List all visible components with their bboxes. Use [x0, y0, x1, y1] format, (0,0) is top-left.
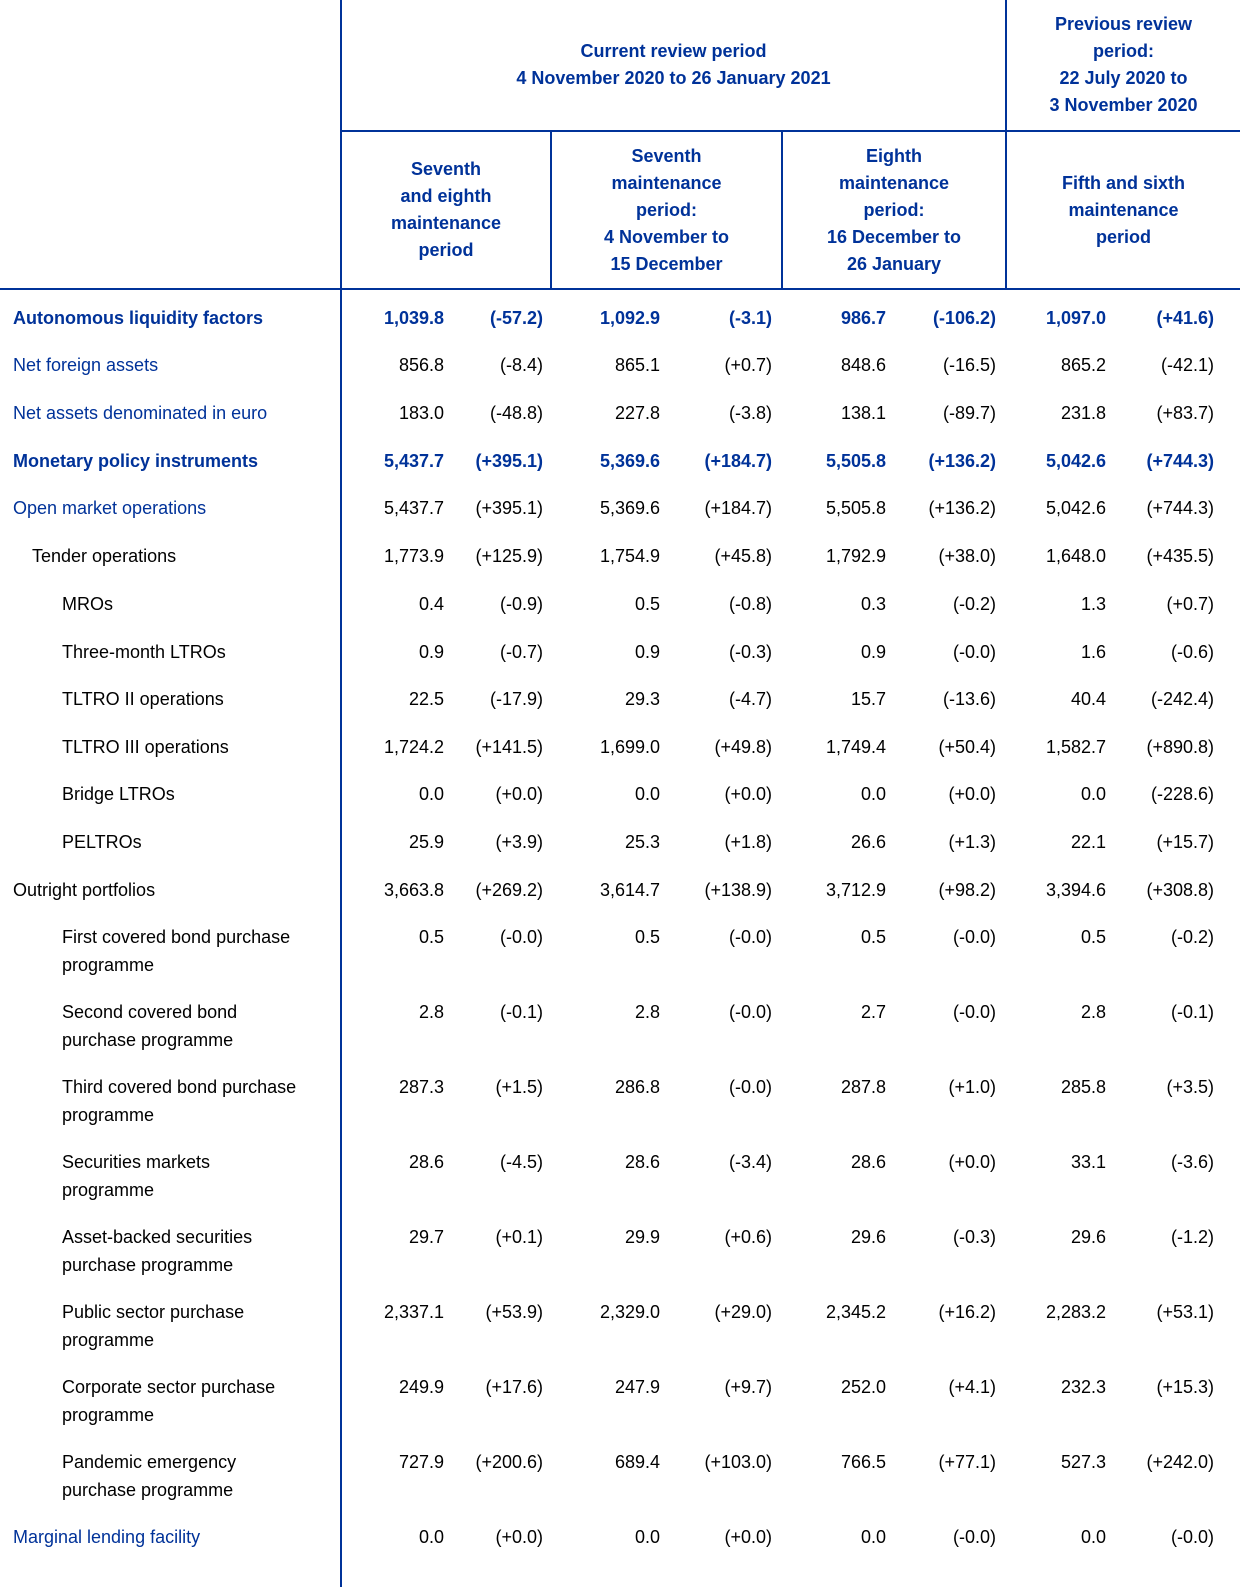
cell-change: (+15.3) [1156, 1377, 1214, 1397]
header-divider-bottom [0, 288, 1240, 290]
cell-change: (+83.7) [1156, 403, 1214, 423]
cell-value: 33.1 [1070, 1152, 1106, 1172]
cell-change: (+4.1) [948, 1377, 996, 1397]
cell-change: (+3.5) [1166, 1077, 1214, 1097]
cell-value: 29.7 [408, 1227, 444, 1247]
row-label: Net foreign assets [13, 355, 159, 375]
cell-change: (-1.2) [1170, 1227, 1214, 1247]
cell-value: 0.9 [860, 642, 886, 662]
cell-change: (-0.3) [728, 642, 772, 662]
cell-change: (+744.3) [1146, 451, 1214, 471]
cell-value: 1,749.4 [825, 737, 886, 757]
cell-change: (-3.1) [728, 308, 772, 328]
cell-value: 227.8 [614, 403, 660, 423]
cell-change: (-4.5) [499, 1152, 543, 1172]
cell-value: 527.3 [1060, 1452, 1106, 1472]
cell-change: (+308.8) [1146, 880, 1214, 900]
cell-change: (+269.2) [475, 880, 543, 900]
cell-value: 865.2 [1060, 355, 1106, 375]
cell-value: 2.8 [634, 1002, 660, 1022]
cell-change: (-57.2) [489, 308, 543, 328]
row-label: Corporate sector purchase programme [62, 1377, 276, 1425]
cell-change: (-0.0) [728, 1002, 772, 1022]
cell-value: 5,505.8 [825, 498, 886, 518]
cell-value: 3,712.9 [825, 880, 886, 900]
cell-value: 29.3 [624, 689, 660, 709]
cell-change: (+184.7) [704, 451, 772, 471]
cell-value: 25.3 [624, 832, 660, 852]
cell-value: 231.8 [1060, 403, 1106, 423]
cell-change: (+0.0) [948, 784, 996, 804]
row-label: PELTROs [62, 832, 142, 852]
cell-change: (+136.2) [928, 451, 996, 471]
cell-value: 232.3 [1060, 1377, 1106, 1397]
cell-value: 29.6 [1070, 1227, 1106, 1247]
cell-change: (-0.8) [728, 594, 772, 614]
cell-value: 2.7 [860, 1002, 886, 1022]
cell-value: 1,648.0 [1045, 546, 1106, 566]
cell-change: (-0.9) [499, 594, 543, 614]
cell-change: (+0.0) [948, 1152, 996, 1172]
cell-change: (-3.6) [1170, 1152, 1214, 1172]
cell-value: 5,042.6 [1045, 498, 1106, 518]
cell-value: 865.1 [614, 355, 660, 375]
cell-change: (+744.3) [1146, 498, 1214, 518]
cell-value: 28.6 [850, 1152, 886, 1172]
cell-value: 0.0 [418, 784, 444, 804]
cell-value: 3,614.7 [599, 880, 660, 900]
cell-value: 249.9 [398, 1377, 444, 1397]
row-label: MROs [62, 594, 113, 614]
cell-value: 15.7 [850, 689, 886, 709]
row-label: Monetary policy instruments [13, 451, 259, 471]
cell-change: (-0.6) [1170, 642, 1214, 662]
cell-change: (+53.1) [1156, 1302, 1214, 1322]
cell-value: 1.6 [1080, 642, 1106, 662]
row-label: Net assets denominated in euro [13, 403, 268, 423]
cell-value: 0.0 [634, 1527, 660, 1547]
cell-change: (+53.9) [485, 1302, 543, 1322]
cell-change: (+0.0) [724, 784, 772, 804]
cell-value: 2.8 [418, 1002, 444, 1022]
cell-change: (-0.1) [1170, 1002, 1214, 1022]
cell-change: (+17.6) [485, 1377, 543, 1397]
cell-value: 1,092.9 [599, 308, 660, 328]
cell-value: 286.8 [614, 1077, 660, 1097]
cell-value: 1,699.0 [599, 737, 660, 757]
row-label: Third covered bond purchase programme [62, 1077, 297, 1125]
cell-change: (-3.8) [728, 403, 772, 423]
cell-value: 1,039.8 [383, 308, 444, 328]
cell-change: (+41.6) [1156, 308, 1214, 328]
cell-value: 22.1 [1070, 832, 1106, 852]
cell-change: (-3.4) [728, 1152, 772, 1172]
column-header-fifth-sixth: Fifth and sixth maintenance period [1062, 172, 1185, 247]
cell-value: 848.6 [840, 355, 886, 375]
cell-value: 2.8 [1080, 1002, 1106, 1022]
cell-change: (+0.0) [724, 1527, 772, 1547]
cell-change: (+890.8) [1146, 737, 1214, 757]
cell-change: (-106.2) [932, 308, 996, 328]
cell-change: (+200.6) [475, 1452, 543, 1472]
row-label: First covered bond purchase programme [62, 927, 291, 975]
cell-change: (-0.1) [499, 1002, 543, 1022]
row-label: Open market operations [13, 498, 207, 518]
cell-change: (+0.0) [495, 1527, 543, 1547]
cell-value: 5,042.6 [1045, 451, 1106, 471]
cell-change: (-8.4) [499, 355, 543, 375]
cell-change: (+45.8) [714, 546, 772, 566]
cell-change: (+9.7) [724, 1377, 772, 1397]
cell-change: (+1.3) [948, 832, 996, 852]
cell-change: (+16.2) [938, 1302, 996, 1322]
cell-change: (-48.8) [489, 403, 543, 423]
column-header-seventh: Seventh maintenance period: 4 November to 15 December [603, 145, 730, 274]
cell-value: 5,505.8 [825, 451, 886, 471]
cell-change: (+0.0) [495, 784, 543, 804]
row-label: TLTRO III operations [62, 737, 229, 757]
cell-change: (+242.0) [1146, 1452, 1214, 1472]
cell-change: (+184.7) [704, 498, 772, 518]
cell-value: 986.7 [840, 308, 886, 328]
cell-change: (-0.0) [952, 927, 996, 947]
cell-value: 0.9 [418, 642, 444, 662]
column-header-seventh-eighth: Seventh and eighth maintenance period [390, 159, 502, 260]
row-label: Three-month LTROs [62, 642, 226, 662]
cell-change: (+103.0) [704, 1452, 772, 1472]
cell-value: 856.8 [398, 355, 444, 375]
cell-value: 1,754.9 [599, 546, 660, 566]
cell-change: (+0.1) [495, 1227, 543, 1247]
cell-value: 252.0 [840, 1377, 886, 1397]
cell-change: (+50.4) [938, 737, 996, 757]
cell-change: (-0.0) [728, 1077, 772, 1097]
cell-change: (+435.5) [1146, 546, 1214, 566]
cell-value: 0.5 [1080, 927, 1106, 947]
cell-change: (-0.0) [1170, 1527, 1214, 1547]
cell-change: (+38.0) [938, 546, 996, 566]
cell-change: (-42.1) [1160, 355, 1214, 375]
cell-value: 1,773.9 [383, 546, 444, 566]
cell-change: (-0.0) [952, 1002, 996, 1022]
cell-change: (+395.1) [475, 498, 543, 518]
cell-change: (+1.8) [724, 832, 772, 852]
cell-change: (+3.9) [495, 832, 543, 852]
cell-change: (-13.6) [942, 689, 996, 709]
cell-value: 0.5 [418, 927, 444, 947]
row-label: Second covered bond purchase programme [62, 1002, 238, 1050]
cell-value: 0.5 [634, 594, 660, 614]
cell-value: 1,724.2 [383, 737, 444, 757]
cell-change: (+0.7) [1166, 594, 1214, 614]
cell-value: 5,369.6 [599, 498, 660, 518]
row-label: Tender operations [32, 546, 177, 566]
cell-value: 138.1 [840, 403, 886, 423]
cell-change: (+136.2) [928, 498, 996, 518]
cell-change: (-16.5) [942, 355, 996, 375]
cell-value: 3,663.8 [383, 880, 444, 900]
cell-change: (+77.1) [938, 1452, 996, 1472]
cell-value: 247.9 [614, 1377, 660, 1397]
cell-change: (+1.0) [948, 1077, 996, 1097]
cell-value: 0.0 [860, 1527, 886, 1547]
cell-change: (-0.0) [728, 927, 772, 947]
cell-change: (+141.5) [475, 737, 543, 757]
cell-change: (-4.7) [728, 689, 772, 709]
cell-value: 5,437.7 [383, 451, 444, 471]
cell-value: 0.0 [1080, 784, 1106, 804]
cell-value: 26.6 [850, 832, 886, 852]
cell-value: 28.6 [408, 1152, 444, 1172]
cell-value: 0.5 [634, 927, 660, 947]
column-header-eighth: Eighth maintenance period: 16 December to 26 January [826, 145, 962, 274]
row-label: Asset-backed securities purchase programme [62, 1227, 253, 1275]
cell-value: 766.5 [840, 1452, 886, 1472]
cell-change: (-0.7) [499, 642, 543, 662]
cell-change: (+15.7) [1156, 832, 1214, 852]
cell-value: 727.9 [398, 1452, 444, 1472]
current-review-period-header: Current review period 4 November 2020 to 26 January 2021 [516, 41, 831, 88]
cell-value: 1,097.0 [1045, 308, 1106, 328]
previous-review-period-header: Previous review period: 22 July 2020 to 3 November 2020 [1049, 14, 1198, 115]
cell-value: 1,582.7 [1045, 737, 1106, 757]
row-label: Bridge LTROs [62, 784, 175, 804]
cell-change: (+0.7) [724, 355, 772, 375]
cell-value: 183.0 [398, 403, 444, 423]
cell-value: 25.9 [408, 832, 444, 852]
cell-change: (+29.0) [714, 1302, 772, 1322]
cell-value: 0.9 [634, 642, 660, 662]
cell-change: (+1.5) [495, 1077, 543, 1097]
cell-value: 22.5 [408, 689, 444, 709]
cell-change: (+98.2) [938, 880, 996, 900]
row-label: Marginal lending facility [13, 1527, 201, 1547]
row-label: Securities markets programme [62, 1152, 211, 1200]
cell-value: 0.0 [860, 784, 886, 804]
cell-value: 28.6 [624, 1152, 660, 1172]
cell-change: (-0.0) [952, 642, 996, 662]
cell-change: (-0.3) [952, 1227, 996, 1247]
cell-value: 29.6 [850, 1227, 886, 1247]
cell-value: 0.0 [634, 784, 660, 804]
cell-value: 40.4 [1070, 689, 1106, 709]
cell-value: 1,792.9 [825, 546, 886, 566]
cell-change: (+0.6) [724, 1227, 772, 1247]
cell-value: 5,437.7 [383, 498, 444, 518]
cell-value: 2,283.2 [1045, 1302, 1106, 1322]
cell-change: (-0.0) [952, 1527, 996, 1547]
row-label: Pandemic emergency purchase programme [62, 1452, 237, 1500]
cell-value: 5,369.6 [599, 451, 660, 471]
cell-value: 0.5 [860, 927, 886, 947]
row-label: Autonomous liquidity factors [13, 308, 263, 328]
cell-change: (-89.7) [942, 403, 996, 423]
cell-change: (+49.8) [714, 737, 772, 757]
cell-value: 0.4 [418, 594, 444, 614]
cell-change: (+395.1) [475, 451, 543, 471]
cell-change: (+138.9) [704, 880, 772, 900]
cell-value: 0.0 [418, 1527, 444, 1547]
cell-value: 2,329.0 [599, 1302, 660, 1322]
row-label: Public sector purchase programme [62, 1302, 245, 1350]
cell-change: (+125.9) [475, 546, 543, 566]
cell-change: (-228.6) [1150, 784, 1214, 804]
cell-value: 1.3 [1080, 594, 1106, 614]
cell-change: (-0.2) [1170, 927, 1214, 947]
cell-change: (-17.9) [489, 689, 543, 709]
cell-value: 689.4 [614, 1452, 660, 1472]
cell-change: (-242.4) [1150, 689, 1214, 709]
cell-value: 0.3 [860, 594, 886, 614]
cell-value: 285.8 [1060, 1077, 1106, 1097]
row-label: Outright portfolios [13, 880, 156, 900]
cell-value: 287.8 [840, 1077, 886, 1097]
cell-change: (-0.2) [952, 594, 996, 614]
cell-value: 3,394.6 [1045, 880, 1106, 900]
cell-value: 2,345.2 [825, 1302, 886, 1322]
cell-change: (-0.0) [499, 927, 543, 947]
cell-value: 29.9 [624, 1227, 660, 1247]
cell-value: 287.3 [398, 1077, 444, 1097]
cell-value: 0.0 [1080, 1527, 1106, 1547]
cell-value: 2,337.1 [383, 1302, 444, 1322]
row-label: TLTRO II operations [62, 689, 224, 709]
